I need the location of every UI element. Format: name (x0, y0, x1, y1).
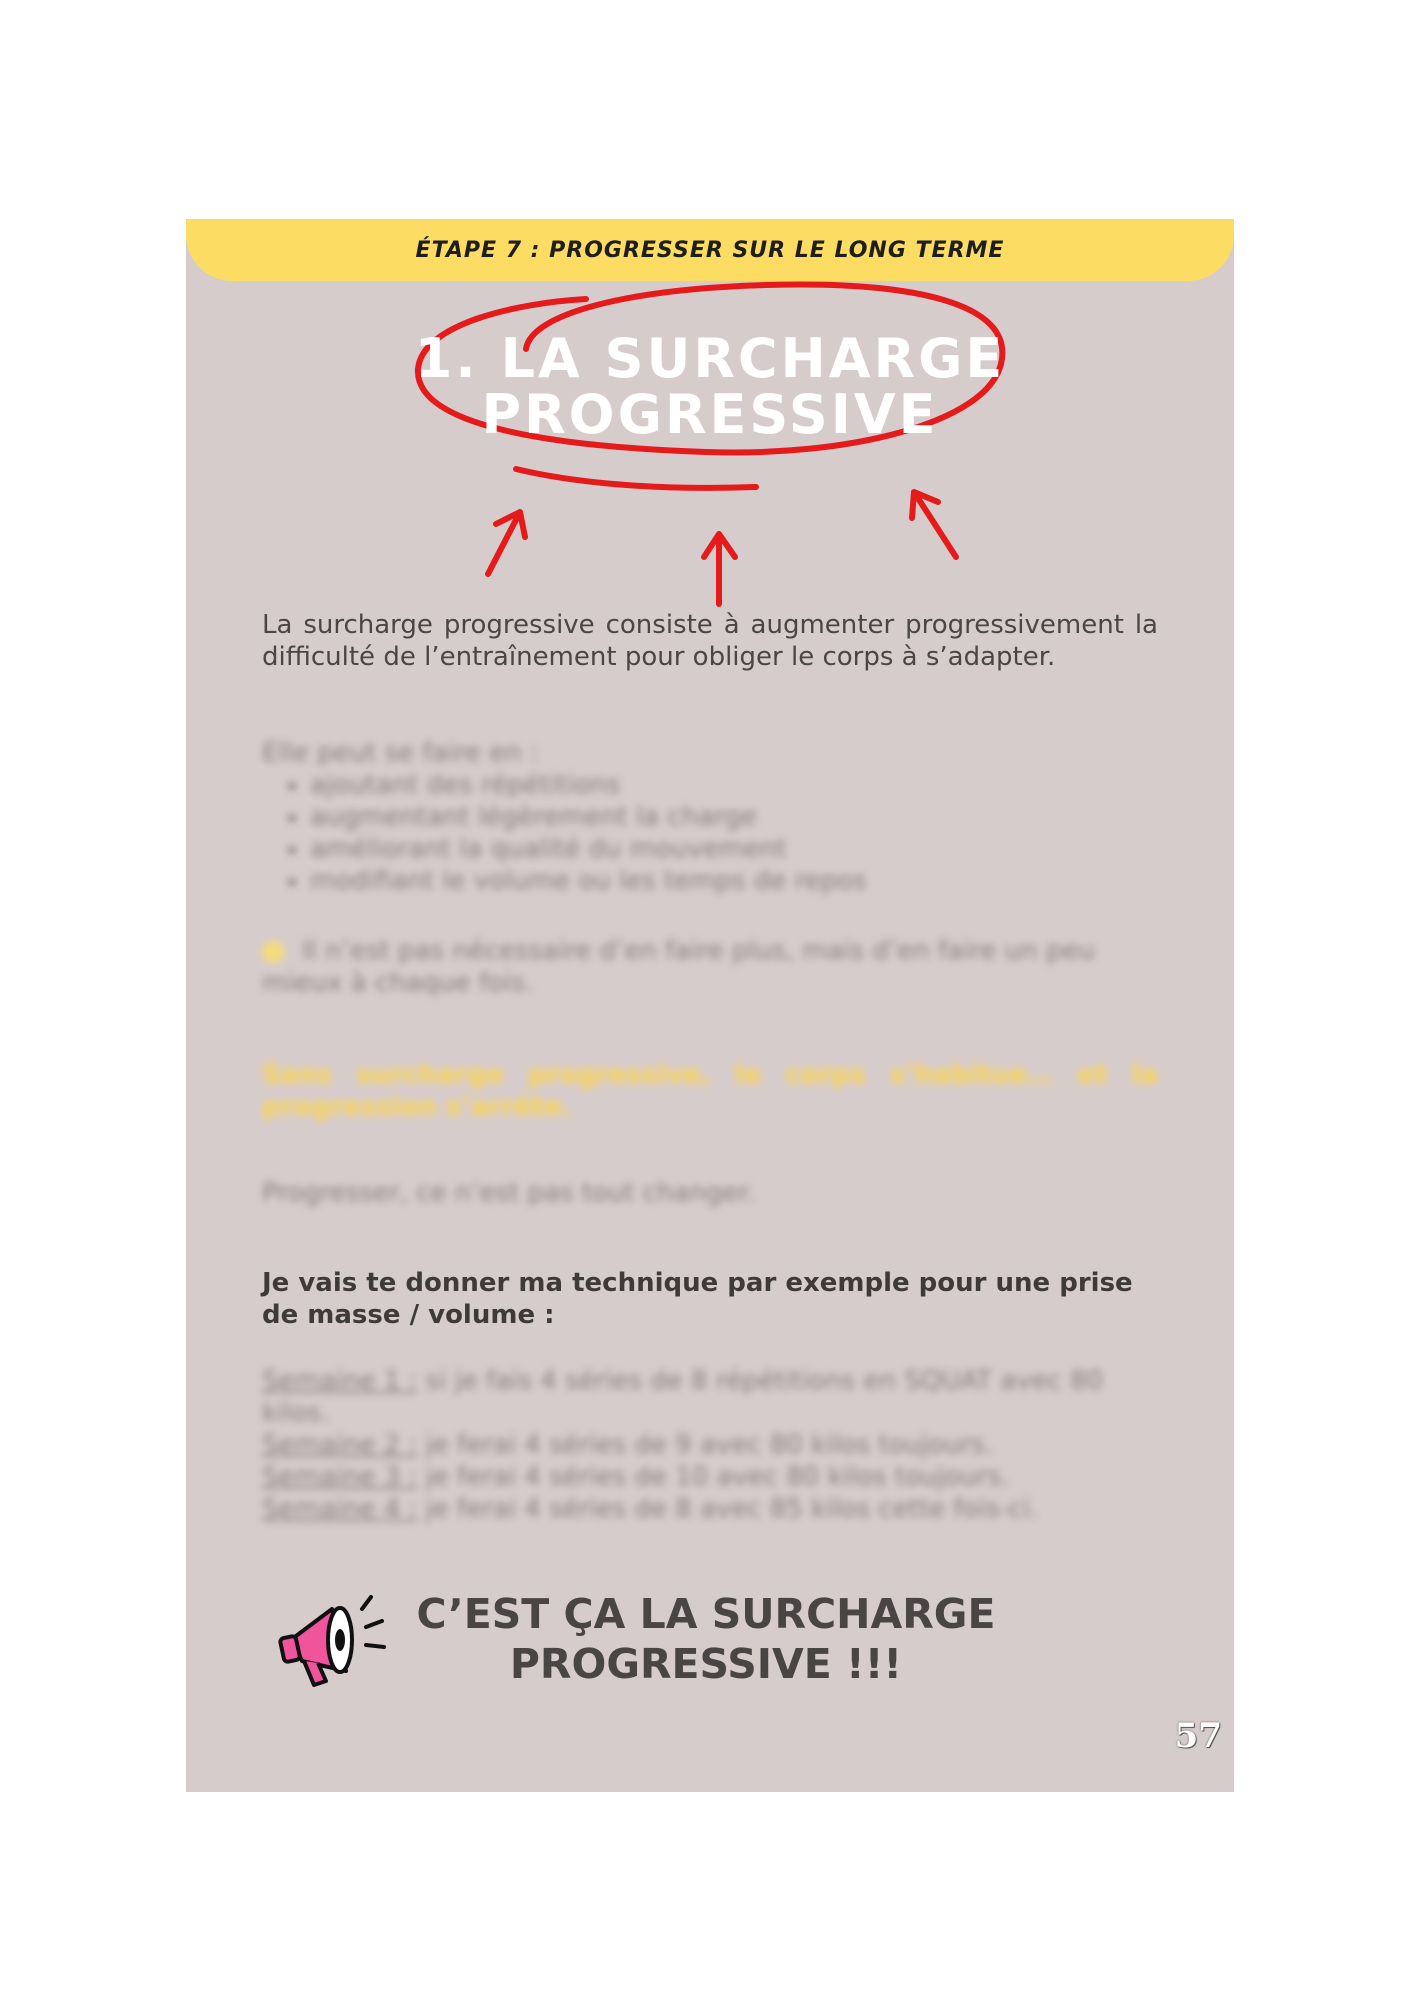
megaphone-icon (274, 1587, 390, 1695)
section-title-line2: PROGRESSIVE (481, 383, 939, 446)
methods-list (262, 769, 1158, 897)
list-item: • ajoutant des répétitions (310, 769, 1158, 801)
weeks-list (262, 1365, 1158, 1525)
chapter-title: ÉTAPE 7 : PROGRESSER SUR LE LONG TERME (415, 237, 1005, 263)
list-item: • améliorant la qualité du mouvement (310, 833, 1158, 865)
intro-paragraph: La surcharge progressive consiste à augmenter progressivement la difficulté de l’entraînement pour obliger le corps à s’adapter. (262, 610, 1158, 672)
list-item: • modifiant le volume ou les temps de repos (310, 865, 1158, 897)
week-row (262, 1365, 1158, 1429)
week-label: Semaine 4 : (262, 1494, 418, 1524)
page-number: 57 (1174, 1716, 1222, 1756)
section-title (326, 327, 1094, 446)
section-title-line1: 1. LA SURCHARGE (414, 327, 1006, 390)
conclusion-line1: C’EST ÇA LA SURCHARGE (416, 1590, 996, 1638)
week-row (262, 1429, 1158, 1461)
conclusion-title (396, 1589, 1016, 1689)
tip-text: Il n’est pas nécessaire d’en faire plus, mais d’en faire un peu mieux à chaque fois. (262, 936, 1095, 998)
week-label: Semaine 2 : (262, 1430, 418, 1460)
lightbulb-icon (262, 941, 284, 963)
tip-paragraph (262, 935, 1158, 999)
methods-block (262, 737, 1158, 897)
week-row (262, 1461, 1158, 1493)
conclusion-line2: PROGRESSIVE !!! (509, 1640, 903, 1688)
week-text: je ferai 4 séries de 9 avec 80 kilos toujours. (417, 1430, 994, 1460)
document-page (186, 219, 1234, 1792)
week-label: Semaine 1 : (262, 1366, 418, 1396)
week-row (262, 1493, 1158, 1525)
list-item: • augmentant légèrement la charge (310, 801, 1158, 833)
week-text: je ferai 4 séries de 10 avec 80 kilos toujours. (417, 1462, 1010, 1492)
week-label: Semaine 3 : (262, 1462, 418, 1492)
callout-text: Sans surcharge progressive, le corps s’habitue… et la progression s’arrête. (262, 1060, 1158, 1122)
note-text: Progresser, ce n’est pas tout changer. (262, 1178, 756, 1208)
week-text: si je fais 4 séries de 8 répétitions en SQUAT avec 80 kilos. (262, 1366, 1104, 1428)
week-text: je ferai 4 séries de 8 avec 85 kilos cette fois-ci. (417, 1494, 1039, 1524)
methods-lead: Elle peut se faire en : (262, 738, 539, 768)
example-intro: Je vais te donner ma technique par exemple pour une prise de masse / volume : (262, 1268, 1133, 1330)
